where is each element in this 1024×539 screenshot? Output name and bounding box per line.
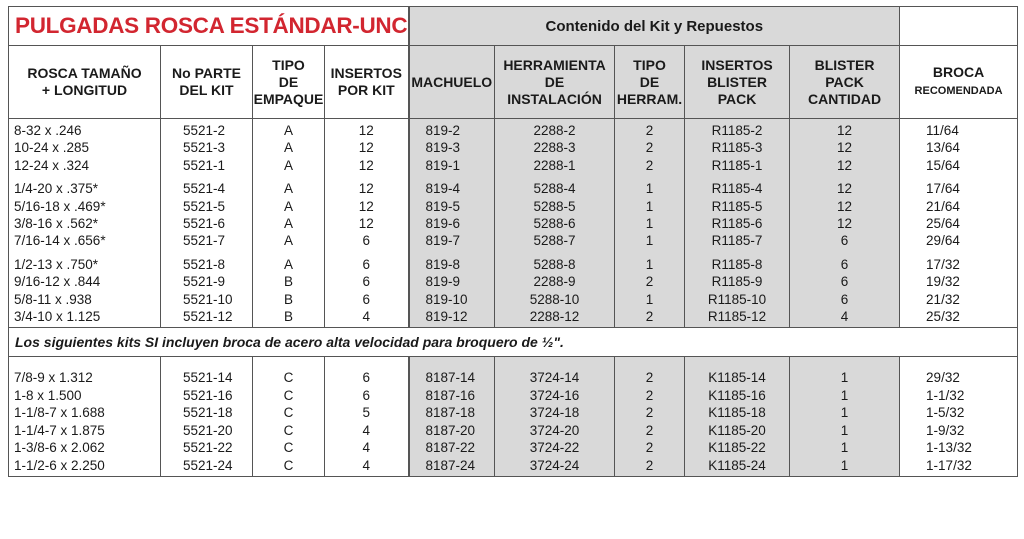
table-cell: C (283, 387, 294, 403)
table-cell: K1185-18 (708, 405, 766, 421)
table-cell: 12 (358, 123, 374, 138)
table-cell: R1185-2 (711, 123, 763, 138)
col-blister (685, 119, 790, 328)
table-cell: 3/8-16 x .562* (14, 216, 99, 232)
col-parte (161, 357, 253, 476)
table-cell: 5521-20 (183, 422, 233, 438)
table-cell: 819-6 (425, 216, 461, 232)
table-cell: 2 (645, 274, 654, 290)
col-cantidad (790, 357, 900, 476)
table-cell: 1/2-13 x .750* (14, 256, 99, 272)
table-cell: 8-32 x .246 (14, 123, 82, 138)
table-cell: 9/16-12 x .844 (14, 274, 101, 290)
table-cell: 6 (840, 256, 849, 272)
header-cantidad (790, 46, 900, 119)
table-cell: 5521-22 (183, 440, 233, 456)
header-line: POR KIT (337, 82, 395, 98)
table-cell: 6 (840, 233, 849, 249)
table-cell: 2288-12 (529, 309, 580, 325)
col-parte (161, 119, 253, 328)
col-insertos (325, 119, 409, 328)
table-cell: A (283, 216, 293, 232)
header-line: HERRAMIENTA (503, 56, 606, 73)
header-line: BLISTER (814, 56, 875, 73)
table-cell: A (283, 157, 293, 173)
table-cell: C (283, 422, 294, 438)
header-line: BLISTER (707, 73, 767, 90)
table-cell: 12 (358, 181, 374, 197)
table-cell: 4 (362, 422, 371, 438)
table-cell: 819-9 (425, 274, 461, 290)
table-cell: 5521-2 (183, 123, 226, 138)
col-tipo-herram (615, 357, 685, 476)
table-cell: 15/64 (926, 157, 960, 173)
table-cell: R1185-5 (711, 198, 763, 214)
table-cell: 1 (645, 233, 654, 249)
table-cell: 6 (362, 274, 371, 290)
drill-note: Los siguientes kits SI incluyen broca de acero alta velocidad para broquero de ½". (9, 328, 1018, 357)
table-cell: 6 (362, 256, 371, 272)
header-tipo-herram (615, 46, 685, 119)
col-tipo-herram (615, 119, 685, 328)
broca-sub-label: RECOMENDADA (914, 85, 1003, 97)
table-cell: C (283, 457, 294, 473)
header-machuelo (409, 46, 495, 119)
table-cell: 5/8-11 x .938 (14, 291, 92, 307)
header-rosca (9, 46, 161, 119)
table-cell: 1-1/32 (926, 387, 965, 403)
col-tipo (253, 119, 325, 328)
table-cell: K1185-24 (708, 457, 766, 473)
table-cell: 17/64 (926, 181, 960, 197)
header-line: INSTALACIÓN (507, 90, 602, 107)
header-line: PACK (717, 90, 757, 107)
table-cell: 21/32 (926, 291, 960, 307)
col-broca (900, 119, 1018, 328)
table-cell: 5288-10 (529, 291, 580, 307)
table-cell: 12 (837, 181, 853, 197)
corner-cell (900, 7, 1018, 46)
header-herramienta (495, 46, 615, 119)
table-cell: 3724-22 (529, 440, 580, 456)
table-cell: 5521-14 (183, 370, 233, 386)
table-cell: 6 (362, 291, 371, 307)
table-cell: 2 (645, 140, 654, 156)
header-broca (900, 46, 1018, 119)
header-line: TIPO (633, 56, 666, 73)
table-cell: 29/64 (926, 233, 960, 249)
table-cell: 29/32 (926, 370, 960, 386)
table-cell: 819-7 (425, 233, 461, 249)
header-line: + LONGITUD (41, 82, 128, 98)
table-cell: 5521-5 (183, 198, 226, 214)
table-cell: 6 (362, 370, 371, 386)
table-cell: 819-5 (425, 198, 461, 214)
table-cell: 13/64 (926, 140, 960, 156)
table-cell: R1185-8 (711, 256, 763, 272)
col-machuelo (409, 119, 495, 328)
table-cell: 1-13/32 (926, 440, 972, 456)
table-cell: 5 (362, 405, 371, 421)
table-cell: 12 (358, 216, 374, 232)
header-line: TIPO (272, 56, 305, 73)
table-cell: 4 (362, 457, 371, 473)
header-line: INSERTOS (701, 56, 773, 73)
table-cell: 4 (362, 440, 371, 456)
table-cell: 1 (840, 405, 849, 421)
table-cell: 1 (645, 198, 654, 214)
table-cell: 8187-20 (425, 422, 476, 438)
table-cell: 4 (362, 309, 371, 325)
header-tipo-empaque (253, 46, 325, 119)
table-cell: 2 (645, 157, 654, 173)
table-cell: B (283, 274, 293, 290)
table-cell: 21/64 (926, 198, 960, 214)
table-cell: 3724-16 (529, 387, 580, 403)
table-cell: 12 (358, 157, 374, 173)
table-cell: 5521-10 (183, 291, 233, 307)
table-cell: 8187-18 (425, 405, 476, 421)
col-insertos (325, 357, 409, 476)
table-cell: A (283, 256, 293, 272)
table-cell: R1185-6 (711, 216, 763, 232)
table-cell: 6 (362, 387, 371, 403)
table-cell: 3724-18 (529, 405, 580, 421)
table-cell: 5521-7 (183, 233, 226, 249)
table-cell: 1-17/32 (926, 457, 972, 473)
table-cell: 8187-24 (425, 457, 476, 473)
table-cell: 1-1/4-7 x 1.875 (14, 422, 105, 438)
table-cell: R1185-4 (711, 181, 763, 197)
header-line: INSERTOS (330, 65, 402, 81)
table-cell: 8187-22 (425, 440, 476, 456)
header-line: No PARTE (172, 65, 241, 81)
table-cell: 1/4-20 x .375* (14, 181, 99, 197)
group-b-rows (9, 357, 1018, 476)
header-line: DE (544, 73, 565, 90)
table-cell: 5288-4 (533, 181, 576, 197)
table-cell: 5288-6 (533, 216, 576, 232)
table-cell: 2 (645, 387, 654, 403)
table-cell: 1 (840, 370, 849, 386)
table-cell: C (283, 405, 294, 421)
table-cell: 1-3/8-6 x 2.062 (14, 440, 105, 456)
col-herramienta (495, 119, 615, 328)
table-cell: 10-24 x .285 (14, 140, 90, 156)
table-cell: 5521-12 (183, 309, 233, 325)
table-cell: 2 (645, 405, 654, 421)
header-line: EMPAQUE (253, 90, 324, 107)
table-cell: 3724-14 (529, 370, 580, 386)
table-cell: K1185-22 (708, 440, 766, 456)
header-insertos (325, 46, 409, 119)
table-cell: A (283, 181, 293, 197)
table-cell: 1-1/8-7 x 1.688 (14, 405, 105, 421)
header-line: DE (278, 73, 299, 90)
spec-table (8, 6, 1018, 477)
table-cell: 5288-7 (533, 233, 576, 249)
col-cantidad (790, 119, 900, 328)
table-cell: 12 (837, 216, 853, 232)
broca-label: BROCA (932, 64, 985, 80)
col-blister (685, 357, 790, 476)
table-cell: A (283, 233, 293, 249)
table-cell: 2288-1 (533, 157, 576, 173)
table-cell: 17/32 (926, 256, 960, 272)
table-cell: 6 (362, 233, 371, 249)
table-cell: 819-8 (425, 256, 461, 272)
col-rosca (9, 357, 161, 476)
header-line: DEL KIT (179, 82, 234, 98)
table-cell: 8187-14 (425, 370, 476, 386)
table-cell: 25/32 (926, 309, 960, 325)
table-cell: B (283, 291, 293, 307)
table-cell: 819-4 (425, 181, 461, 197)
table-cell: 2288-2 (533, 123, 576, 138)
table-cell: 6 (840, 291, 849, 307)
table-cell: 2 (645, 440, 654, 456)
col-machuelo (409, 357, 495, 476)
table-cell: 7/8-9 x 1.312 (14, 370, 93, 386)
table-cell: 2 (645, 123, 654, 138)
table-cell: 5288-8 (533, 256, 576, 272)
header-line: MACHUELO (411, 73, 493, 90)
table-cell: 2288-9 (533, 274, 576, 290)
table-cell: 12-24 x .324 (14, 157, 90, 173)
col-rosca (9, 119, 161, 328)
column-headers (9, 46, 1018, 119)
table-cell: 5521-24 (183, 457, 233, 473)
table-cell: 1 (840, 387, 849, 403)
table-cell: 3/4-10 x 1.125 (14, 309, 101, 325)
table-cell: 1-1/2-6 x 2.250 (14, 457, 105, 473)
header-line: ROSCA TAMAÑO (27, 65, 142, 81)
table-cell: 5288-5 (533, 198, 576, 214)
table-cell: 1-8 x 1.500 (14, 387, 82, 403)
table-cell: 1-5/32 (926, 405, 965, 421)
table-cell: R1185-7 (711, 233, 763, 249)
table-cell: 819-2 (425, 123, 461, 138)
col-herramienta (495, 357, 615, 476)
table-cell: 819-3 (425, 140, 461, 156)
table-cell: 12 (358, 140, 374, 156)
header-line: PACK (825, 73, 864, 90)
table-cell: 5521-16 (183, 387, 233, 403)
table-cell: R1185-12 (707, 309, 767, 325)
table-cell: 2 (645, 422, 654, 438)
table-cell: 5521-3 (183, 140, 226, 156)
table-title: PULGADAS ROSCA ESTÁNDAR-UNC (9, 7, 409, 46)
header-line: CANTIDAD (807, 90, 882, 107)
table-cell: 12 (837, 140, 853, 156)
table-cell: 12 (837, 157, 853, 173)
table-cell: 1 (645, 291, 654, 307)
table-cell: 1 (840, 422, 849, 438)
header-blister (685, 46, 790, 119)
table-cell: R1185-10 (707, 291, 767, 307)
table-cell: 12 (837, 198, 853, 214)
table-cell: 5521-9 (183, 274, 226, 290)
table-cell: 819-12 (425, 309, 468, 325)
table-cell: 12 (837, 123, 853, 138)
table-cell: 25/64 (926, 216, 960, 232)
table-cell: 5521-8 (183, 256, 226, 272)
table-cell: 1 (645, 256, 654, 272)
table-cell: 1-9/32 (926, 422, 965, 438)
table-cell: 5521-4 (183, 181, 226, 197)
table-cell: 19/32 (926, 274, 960, 290)
table-cell: 1 (645, 216, 654, 232)
kit-contents-header: Contenido del Kit y Repuestos (409, 7, 900, 46)
table-cell: R1185-3 (711, 140, 763, 156)
table-cell: K1185-16 (708, 387, 766, 403)
table-cell: 2 (645, 309, 654, 325)
table-cell: 1 (645, 181, 654, 197)
table-cell: 7/16-14 x .656* (14, 233, 106, 249)
group-a-rows (9, 119, 1018, 328)
table-cell: A (283, 140, 293, 156)
table-cell: 5/16-18 x .469* (14, 198, 106, 214)
table-cell: K1185-14 (708, 370, 766, 386)
table-cell: A (283, 198, 293, 214)
table-cell: A (283, 123, 293, 138)
table-cell: 3724-24 (529, 457, 580, 473)
table-cell: 2 (645, 457, 654, 473)
table-cell: K1185-20 (708, 422, 766, 438)
table-cell: 1 (840, 457, 849, 473)
table-cell: 8187-16 (425, 387, 476, 403)
table-cell: 6 (840, 274, 849, 290)
table-cell: 11/64 (926, 123, 959, 138)
col-tipo (253, 357, 325, 476)
table-cell: 2 (645, 370, 654, 386)
table-cell: 5521-6 (183, 216, 226, 232)
col-broca (900, 357, 1018, 476)
table-cell: C (283, 440, 294, 456)
header-line: DE (639, 73, 660, 90)
table-cell: 4 (840, 309, 849, 325)
table-cell: 819-10 (425, 291, 468, 307)
table-cell: 3724-20 (529, 422, 580, 438)
table-cell: R1185-9 (711, 274, 763, 290)
table-cell: 1 (840, 440, 849, 456)
table-cell: C (283, 370, 294, 386)
table-cell: R1185-1 (711, 157, 763, 173)
header-parte (161, 46, 253, 119)
header-line: HERRAM. (616, 90, 683, 107)
table-cell: 5521-1 (183, 157, 226, 173)
table-cell: 12 (358, 198, 374, 214)
table-cell: 819-1 (425, 157, 461, 173)
table-cell: 5521-18 (183, 405, 233, 421)
table-cell: 2288-3 (533, 140, 576, 156)
table-cell: B (283, 309, 293, 325)
